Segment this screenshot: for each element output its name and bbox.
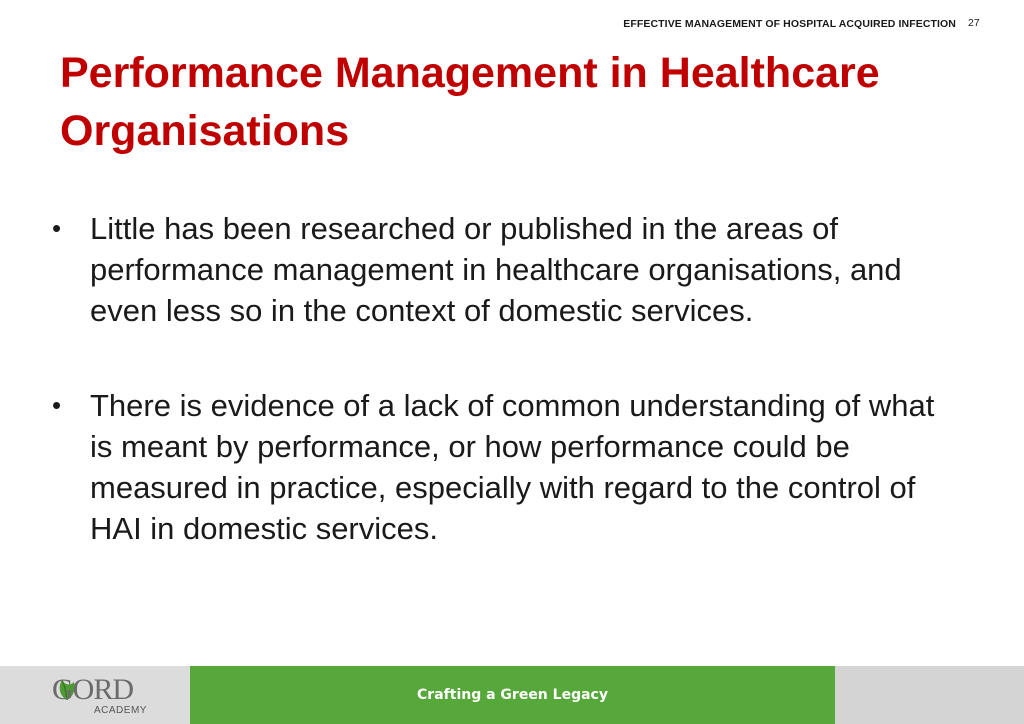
slide-title-line-2: Organisations: [60, 107, 350, 155]
footer-tagline: Crafting a Green Legacy: [417, 687, 608, 703]
footer-logo-area: [0, 666, 190, 724]
bullet-icon: •: [52, 213, 62, 243]
bullet-text: There is evidence of a lack of common understanding of what is meant by performance, or how performance could be measured in practice, especially with regard to the control of HAI in domestic services.: [90, 388, 935, 546]
logo-subtitle: ACADEMY: [94, 705, 147, 716]
slide-title-line-1: Performance Management in Healthcare: [60, 49, 880, 97]
slide-title: [60, 44, 1000, 160]
page-number: 27: [968, 17, 980, 29]
footer-right-band: [835, 666, 1024, 724]
gord-academy-logo: [52, 674, 162, 718]
bullet-list: [50, 208, 950, 603]
bullet-item: [50, 208, 950, 331]
bullet-text: Little has been researched or published in the areas of performance management in healthcare organisations, and even less so in the context of domestic services.: [90, 211, 902, 328]
footer-bar: [0, 666, 1024, 724]
logo-wordmark: GORD: [52, 673, 134, 706]
bullet-icon: •: [52, 390, 62, 420]
bullet-item: [50, 385, 950, 549]
footer-green-band: [190, 666, 835, 724]
running-header: EFFECTIVE MANAGEMENT OF HOSPITAL ACQUIRED INFECTION: [623, 18, 956, 30]
